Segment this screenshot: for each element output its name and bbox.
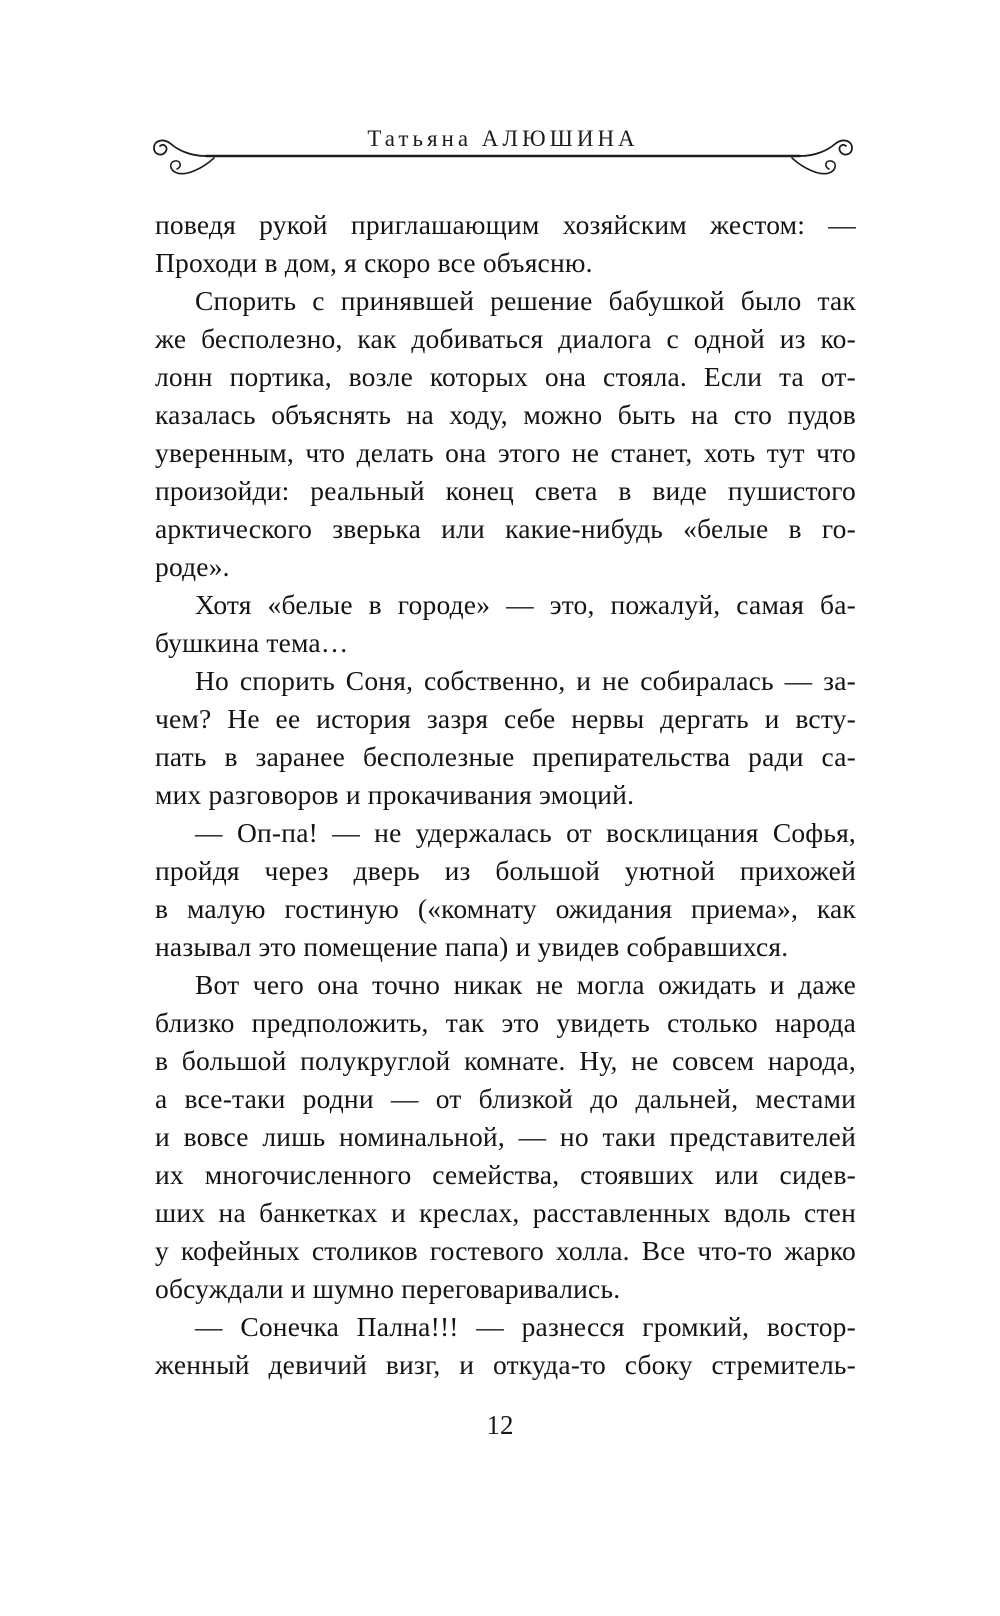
text-line: произойди: реальный конец света в виде пушистого [155, 475, 856, 506]
text-line: а все-таки родни — от близкой до дальней, местами [155, 1083, 856, 1114]
text-block [155, 206, 856, 1384]
text-line: в малую гостиную («комнату ожидания приема», как [155, 893, 856, 924]
paragraph [155, 814, 856, 966]
text-line: их многочисленного семейства, стоявших или сидев- [155, 1159, 856, 1190]
text-line: Спорить с принявшей решение бабушкой было так [195, 285, 856, 316]
text-line: женный девичий визг, и откуда-то сбоку стремитель- [155, 1349, 856, 1380]
text-line: Но спорить Соня, собственно, и не собиралась — за- [195, 665, 856, 696]
text-line: чем? Не ее история зазря себе нервы дергать и всту- [155, 703, 856, 734]
paragraph [155, 206, 856, 282]
text-line: и вовсе лишь номинальной, — но таки представителей [155, 1121, 856, 1152]
paragraph [155, 282, 856, 586]
page-footer [0, 1410, 1000, 1441]
text-line: обсуждали и шумно переговаривались. [155, 1273, 621, 1304]
text-line: поведя рукой приглашающим хозяйским жестом: — [155, 209, 856, 240]
text-line: пройдя через дверь из большой уютной прихожей [155, 855, 856, 886]
text-line: Проходи в дом, я скоро все объясню. [155, 247, 593, 278]
text-line: роде». [155, 551, 230, 582]
text-line: лонн портика, возле которых она стояла. Если та от- [155, 361, 856, 392]
text-line: же бесполезно, как добиваться диалога с одной из ко- [155, 323, 856, 354]
paragraph [155, 586, 856, 662]
text-line: в большой полукруглой комнате. Ну, не совсем народа, [155, 1045, 856, 1076]
paragraph [155, 662, 856, 814]
paragraph [155, 1308, 856, 1384]
text-line: близко предположить, так это увидеть столько народа [155, 1007, 856, 1038]
page-number: 12 [486, 1410, 514, 1440]
text-line: — Оп-па! — не удержалась от восклицания Софья, [195, 817, 856, 848]
text-line: бушкина тема… [155, 627, 349, 658]
text-line: — Сонечка Пална!!! — разнесся громкий, востор- [195, 1311, 856, 1342]
text-line: называл это помещение папа) и увидев собравшихся. [155, 931, 789, 962]
text-line: Хотя «белые в городе» — это, пожалуй, самая ба- [195, 589, 856, 620]
text-line: Вот чего она точно никак не могла ожидать и даже [195, 969, 856, 1000]
text-line: уверенным, что делать она этого не станет, хоть тут что [155, 437, 856, 468]
text-line: мих разговоров и прокачивания эмоций. [155, 779, 635, 810]
author-name: Татьяна АЛЮШИНА [353, 126, 652, 152]
text-line: у кофейных столиков гостевого холла. Все что-то жарко [155, 1235, 856, 1266]
text-line: казалась объяснять на ходу, можно быть на сто пудов [155, 399, 856, 430]
text-line: ших на банкетках и креслах, расставленных вдоль стен [155, 1197, 856, 1228]
text-line: арктического зверька или какие-нибудь «белые в го- [155, 513, 856, 544]
text-line: пать в заранее бесполезные препирательства ради са- [155, 741, 856, 772]
paragraph [155, 966, 856, 1308]
